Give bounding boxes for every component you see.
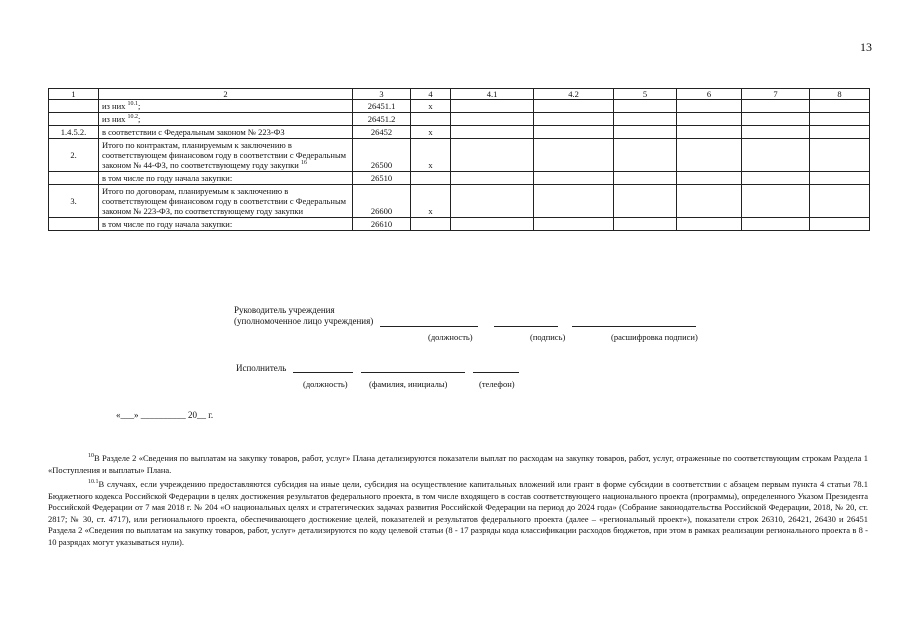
table-header-row [49,89,870,100]
row-name: из них $^{10.2}$; [99,113,353,126]
row-code: 2. [49,139,99,172]
header-cell: 8 [810,89,870,100]
row-name: в том числе по году начала закупки: [99,218,353,231]
table-row [49,185,870,218]
row-name: Итого по контрактам, планируемым к заключению в соответствующем финансовом году в соответствии с Федеральным законом № 44-ФЗ, по соответствующему году закупки $^{16}$ [99,139,353,172]
position-line [380,317,478,327]
hint-position: (должность) [428,332,473,342]
row-col4 [411,172,451,185]
row-name: из них $^{10.1}$; [99,100,353,113]
hint-exec-position: (должность) [303,379,348,389]
date-line: «___» __________ 20__ г. [116,410,214,420]
table-row [49,218,870,231]
footnotes [48,453,868,551]
hint-exec-name: (фамилия, инициалы) [369,379,448,389]
head-subtitle: (уполномоченное лицо учреждения) [234,316,374,326]
row-code [49,100,99,113]
row-col4 [411,218,451,231]
row-line-code: 26452 [353,126,411,139]
row-code: 1.4.5.2. [49,126,99,139]
expenses-table [48,88,870,231]
table-row [49,139,870,172]
exec-phone-line [473,363,519,373]
row-name: Итого по договорам, планируемым к заключению в соответствующем финансовом году в соответствии с Федеральным законом № 223-ФЗ, по соответствующему году закупки [99,185,353,218]
header-cell: 7 [742,89,810,100]
row-line-code: 26451.2 [353,113,411,126]
row-line-code: 26610 [353,218,411,231]
executor-label: Исполнитель [236,363,519,373]
table-row [49,126,870,139]
table-row [49,172,870,185]
hint-signature: (подпись) [530,332,566,342]
decoding-line [572,317,696,327]
footnote-10-1: $^{10.1}$В случаях, если учреждению предоставляются субсидия на иные цели, субсидия на осуществление капитальных вложений или грант в форме субсидии в соответствии с абзацем первым пункта 4 статьи 78.1 Бюджетного кодекса Российской Федерации в целях достижения результатов федерального проекта, в том числе входящего в состав соответствующего национального проекта (программы), определенного Указом Президента Российской Федерации от 7 мая 2018 г. № 204 «О национальных целях и стратегических задачах развития Российской Федерации на период до 2024 года» (Собрание законодательства Российской Федерации, 2018, № 20, ст. 2817; № 30, ст. 4717), или регионального проекта, обеспечивающего достижение целей, показателей и результатов федерального проекта (далее – «региональный проект»), показатели строк 26310, 26421, 26430 и 26451 Раздела 2 «Сведения по выплатам на закупку товаров, работ, услуг» детализируются по коду целевой статьи (8 - 17 разряды кода классификации расходов бюджетов, при этом в рамках реализации регионального проекта в 8 - 10 разрядах могут указываться нули). [48,479,868,547]
header-cell: 1 [49,89,99,100]
row-name: в том числе по году начала закупки: [99,172,353,185]
header-cell: 4.2 [534,89,614,100]
footnote-10: $^{10}$В Разделе 2 «Сведения по выплатам на закупку товаров, работ, услуг» Плана детализируются показатели выплат по расходам на закупку товаров, работ, услуг, отраженные по соответствующим строкам Раздела 1 «Поступления и выплаты» Плана. [48,453,868,475]
header-cell: 4.1 [451,89,534,100]
hint-decoding: (расшифровка подписи) [611,332,698,342]
row-col4: х [411,126,451,139]
row-col4: х [411,100,451,113]
head-title: Руководитель учреждения [234,305,335,315]
row-line-code: 26451.1 [353,100,411,113]
row-line-code: 26500 [353,139,411,172]
header-cell: 2 [99,89,353,100]
row-col4: х [411,185,451,218]
header-cell: 4 [411,89,451,100]
row-code [49,218,99,231]
row-code: 3. [49,185,99,218]
exec-name-line [361,363,465,373]
table-row [49,113,870,126]
row-name: в соответствии с Федеральным законом № 223-ФЗ [99,126,353,139]
hint-exec-phone: (телефон) [479,379,515,389]
header-cell: 6 [677,89,742,100]
row-line-code: 26510 [353,172,411,185]
exec-position-line [293,363,353,373]
row-code [49,172,99,185]
row-col4: х [411,139,451,172]
row-col4 [411,113,451,126]
signature-line [494,317,558,327]
header-cell: 5 [614,89,677,100]
row-line-code: 26600 [353,185,411,218]
header-cell: 3 [353,89,411,100]
row-code [49,113,99,126]
table-row [49,100,870,113]
page-number: 13 [860,40,872,54]
signature-block [234,305,696,327]
